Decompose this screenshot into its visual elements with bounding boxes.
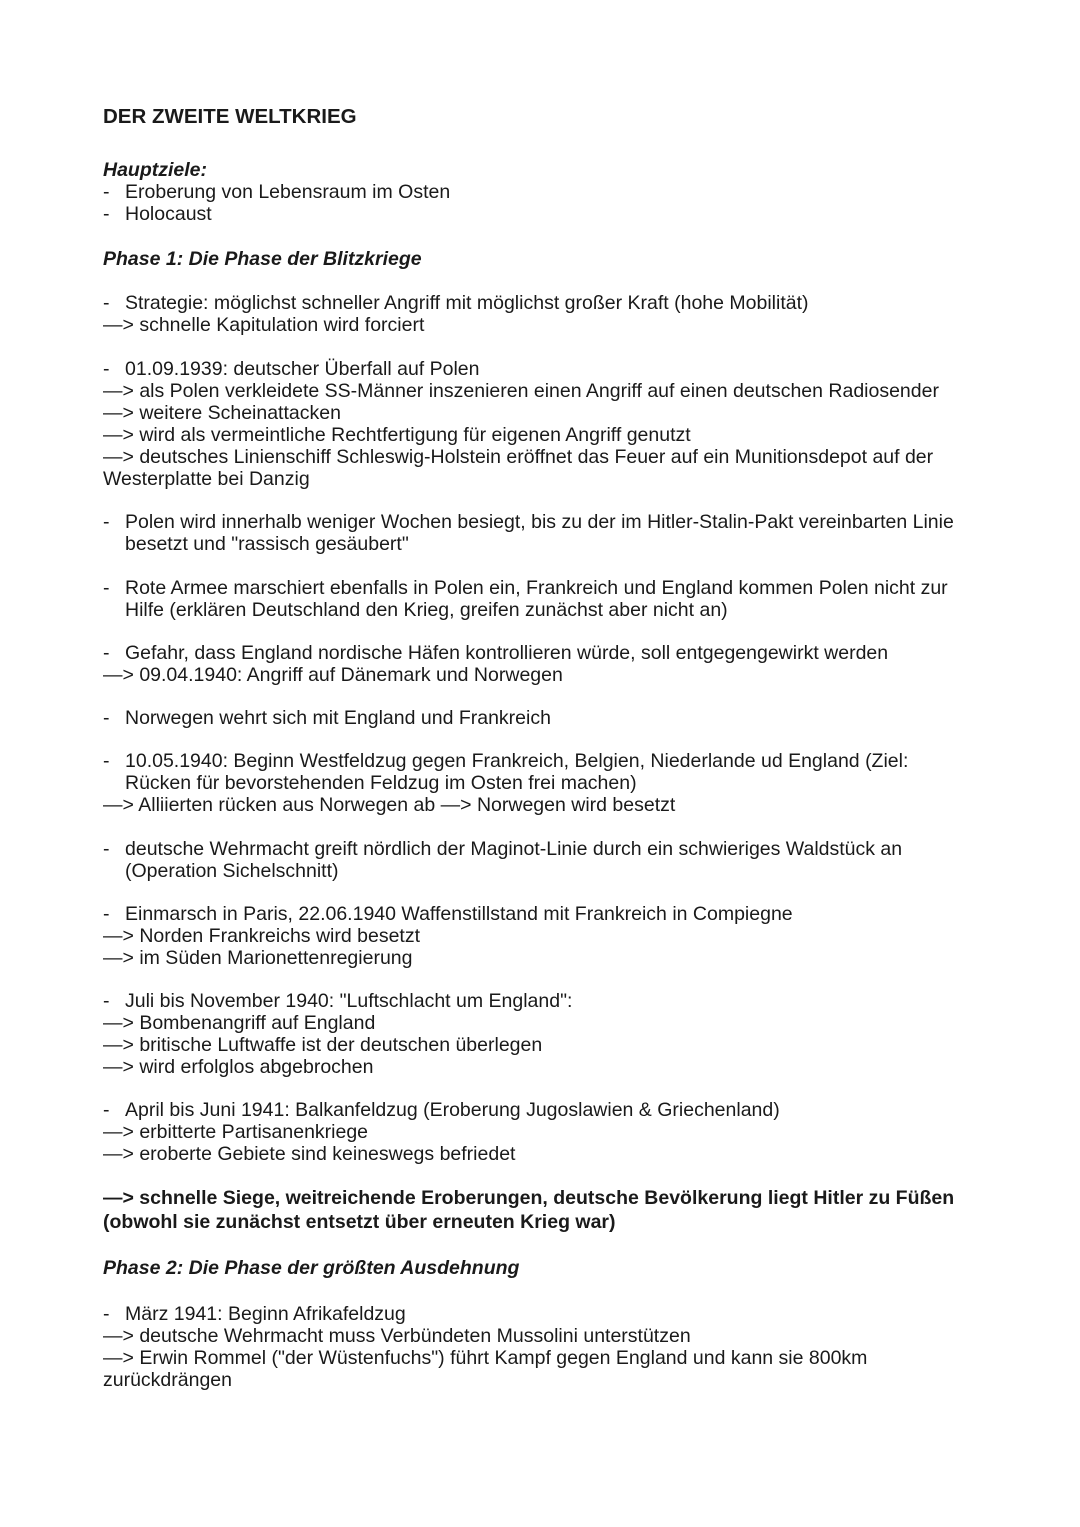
- note-line: Rücken für bevorstehenden Feldzug im Osten frei machen): [125, 772, 637, 794]
- arrow-marker: —>: [103, 794, 134, 816]
- note-line: [103, 947, 412, 969]
- note-line: 01.09.1939: deutscher Überfall auf Polen: [125, 358, 480, 380]
- note-text: eroberte Gebiete sind keineswegs befriedet: [139, 1143, 516, 1165]
- note-line: [103, 1347, 867, 1369]
- note-line: besetzt und "rassisch gesäubert": [125, 533, 409, 555]
- note-line: Rote Armee marschiert ebenfalls in Polen ein, Frankreich und England kommen Polen nicht zur: [125, 577, 948, 599]
- note-text: deutsche Wehrmacht muss Verbündeten Mussolini unterstützen: [139, 1325, 691, 1347]
- note-line: [103, 794, 675, 816]
- note-line: Polen wird innerhalb weniger Wochen besiegt, bis zu der im Hitler-Stalin-Pakt vereinbarten Linie: [125, 511, 954, 533]
- arrow-marker: —>: [103, 664, 134, 686]
- note-text: 09.04.1940: Angriff auf Dänemark und Norwegen: [139, 664, 563, 686]
- note-text: wird erfolglos abgebrochen: [139, 1056, 374, 1078]
- note-line: Westerplatte bei Danzig: [103, 468, 310, 490]
- note-line: Einmarsch in Paris, 22.06.1940 Waffenstillstand mit Frankreich in Compiegne: [125, 903, 793, 925]
- bullet-dash: -: [103, 203, 110, 225]
- note-line: deutsche Wehrmacht greift nördlich der Maginot-Linie durch ein schwieriges Waldstück an: [125, 838, 903, 860]
- note-text: Alliierten rücken aus Norwegen ab —> Norwegen wird besetzt: [138, 794, 676, 816]
- arrow-marker: —>: [103, 380, 134, 402]
- bullet-dash: -: [103, 642, 110, 664]
- phase1-heading: Phase 1: Die Phase der Blitzkriege: [103, 248, 422, 270]
- arrow-marker: —>: [103, 947, 134, 969]
- arrow-marker: —>: [103, 1325, 134, 1347]
- note-line: [103, 314, 424, 336]
- note-line: (Operation Sichelschnitt): [125, 860, 339, 882]
- goals-heading: Hauptziele:: [103, 159, 208, 181]
- arrow-marker: —>: [103, 1012, 134, 1034]
- phase2-heading: Phase 2: Die Phase der größten Ausdehnung: [103, 1257, 520, 1279]
- note-line: Gefahr, dass England nordische Häfen kontrollieren würde, soll entgegengewirkt werden: [125, 642, 889, 664]
- note-text: als Polen verkleidete SS-Männer inszenieren einen Angriff auf einen deutschen Radiosender: [139, 380, 939, 402]
- note-line: [103, 424, 691, 446]
- arrow-marker: —>: [103, 1056, 134, 1078]
- note-text: deutsches Linienschiff Schleswig-Holstein eröffnet das Feuer auf ein Munitionsdepot auf der: [139, 446, 934, 468]
- arrow-marker: —>: [103, 446, 134, 468]
- note-line: [103, 1325, 691, 1347]
- note-line: [103, 380, 939, 402]
- arrow-marker: —>: [103, 314, 134, 336]
- arrow-marker: —>: [103, 424, 134, 446]
- conclusion-line: —> schnelle Siege, weitreichende Eroberungen, deutsche Bevölkerung liegt Hitler zu Füßen: [103, 1187, 955, 1209]
- note-text: britische Luftwaffe ist der deutschen überlegen: [139, 1034, 543, 1056]
- note-line: Strategie: möglichst schneller Angriff mit möglichst großer Kraft (hohe Mobilität): [125, 292, 809, 314]
- bullet-dash: -: [103, 1099, 110, 1121]
- goal-item: Eroberung von Lebensraum im Osten: [125, 181, 451, 203]
- note-line: [103, 1056, 373, 1078]
- bullet-dash: -: [103, 577, 110, 599]
- arrow-marker: —>: [103, 1143, 134, 1165]
- note-line: [103, 446, 933, 468]
- bullet-dash: -: [103, 1303, 110, 1325]
- note-line: [103, 1143, 515, 1165]
- note-line: Norwegen wehrt sich mit England und Frankreich: [125, 707, 551, 729]
- goal-item: Holocaust: [125, 203, 212, 225]
- document-title: DER ZWEITE WELTKRIEG: [103, 105, 357, 128]
- note-line: [103, 402, 341, 424]
- arrow-marker: —>: [103, 402, 134, 424]
- arrow-marker: —>: [103, 925, 134, 947]
- arrow-marker: —>: [103, 1121, 134, 1143]
- note-line: Juli bis November 1940: "Luftschlacht um England":: [125, 990, 573, 1012]
- note-text: weitere Scheinattacken: [139, 402, 341, 424]
- note-line: [103, 1121, 368, 1143]
- note-text: schnelle Kapitulation wird forciert: [139, 314, 425, 336]
- arrow-marker: —>: [103, 1034, 134, 1056]
- note-line: [103, 664, 563, 686]
- note-text: Norden Frankreichs wird besetzt: [139, 925, 421, 947]
- bullet-dash: -: [103, 990, 110, 1012]
- bullet-dash: -: [103, 358, 110, 380]
- note-text: erbitterte Partisanenkriege: [139, 1121, 369, 1143]
- bullet-dash: -: [103, 511, 110, 533]
- note-line: April bis Juni 1941: Balkanfeldzug (Eroberung Jugoslawien & Griechenland): [125, 1099, 780, 1121]
- conclusion-line: (obwohl sie zunächst entsetzt über erneuten Krieg war): [103, 1211, 616, 1233]
- bullet-dash: -: [103, 838, 110, 860]
- note-line: [103, 1012, 375, 1034]
- note-line: März 1941: Beginn Afrikafeldzug: [125, 1303, 406, 1325]
- note-line: Hilfe (erklären Deutschland den Krieg, greifen zunächst aber nicht an): [125, 599, 728, 621]
- note-line: [103, 1034, 542, 1056]
- bullet-dash: -: [103, 707, 110, 729]
- note-text: wird als vermeintliche Rechtfertigung für eigenen Angriff genutzt: [139, 424, 691, 446]
- bullet-dash: -: [103, 750, 110, 772]
- bullet-dash: -: [103, 292, 110, 314]
- note-line: 10.05.1940: Beginn Westfeldzug gegen Frankreich, Belgien, Niederlande ud England (Ziel:: [125, 750, 909, 772]
- bullet-dash: -: [103, 903, 110, 925]
- note-line: [103, 925, 420, 947]
- note-text: im Süden Marionettenregierung: [139, 947, 413, 969]
- bullet-dash: -: [103, 181, 110, 203]
- note-line: zurückdrängen: [103, 1369, 232, 1391]
- note-text: Bombenangriff auf England: [139, 1012, 376, 1034]
- arrow-marker: —>: [103, 1347, 134, 1369]
- note-text: Erwin Rommel ("der Wüstenfuchs") führt Kampf gegen England und kann sie 800km: [139, 1347, 868, 1369]
